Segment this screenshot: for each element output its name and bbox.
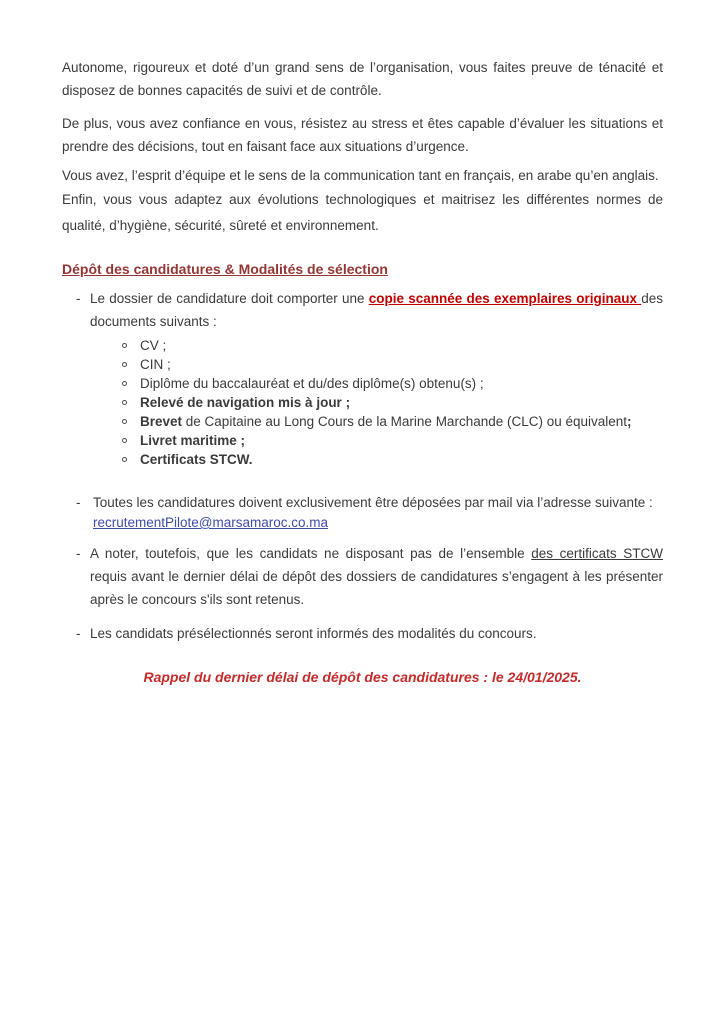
dash-bullet: - [76, 495, 81, 510]
section-heading: Dépôt des candidatures & Modalités de sélection [62, 261, 388, 277]
circle-bullet-icon [122, 438, 127, 443]
circle-bullet-icon [122, 381, 127, 386]
list-item-mail [62, 493, 663, 533]
intro-paragraph-1: Autonome, rigoureux et doté d’un grand sens de l’organisation, vous faites preuve de ténacité et disposez de bonnes capacités de suivi et de contrôle. [62, 60, 663, 98]
document-label: CV ; [140, 338, 167, 353]
list-item-final-text: Les candidats présélectionnés seront informés des modalités du concours. [90, 626, 537, 641]
list-item-certificats [121, 450, 663, 469]
document-label-body: de Capitaine au Long Cours de la Marine Marchande (CLC) ou équivalent [182, 414, 628, 429]
circle-bullet-icon [122, 400, 127, 405]
mail-instruction: Toutes les candidatures doivent exclusivement être déposées par mail via l’adresse suivante : [93, 495, 653, 510]
highlight-copie-scannee: copie scannée des exemplaires originaux [368, 291, 642, 306]
dash-bullet: - [76, 291, 81, 306]
document-label-tail: ; [627, 414, 632, 429]
list-item-releve [121, 393, 663, 412]
list-item-cv [121, 336, 663, 355]
deadline-reminder: Rappel du dernier délai de dépôt des candidatures : le 24/01/2025. [143, 669, 582, 685]
dossier-text-post: des documents suivants : [90, 291, 663, 329]
note-text-post: requis avant le dernier délai de dépôt des dossiers de candidatures s’engagent à les présenter après le concours s'ils sont retenus. [90, 569, 663, 607]
list-item-livret [121, 431, 663, 450]
list-item-brevet [121, 412, 663, 431]
dossier-text-pre: Le dossier de candidature doit comporter une [90, 291, 369, 306]
document-label: Certificats STCW. [140, 452, 253, 467]
recruitment-email-link[interactable]: recrutementPilote@marsamaroc.co.ma [93, 515, 329, 530]
list-item-cin [121, 355, 663, 374]
intro-paragraph-3: Vous avez, l’esprit d’équipe et le sens de la communication tant en français, en arabe qu’en anglais. [62, 168, 659, 183]
circle-bullet-icon [122, 362, 127, 367]
note-text-pre: A noter, toutefois, que les candidats ne disposant pas de l’ensemble [90, 546, 532, 561]
list-item-final [62, 622, 663, 645]
list-item-note-text [90, 542, 663, 611]
list-item-diplome [121, 374, 663, 393]
note-certificats-stcw: des certificats STCW [531, 546, 663, 561]
document-label: Relevé de navigation mis à jour ; [140, 395, 351, 410]
circle-bullet-icon [122, 343, 127, 348]
list-item-dossier [62, 287, 663, 333]
list-item-note [62, 542, 663, 611]
document-label: Diplôme du baccalauréat et du/des diplôme(s) obtenu(s) ; [140, 376, 484, 391]
list-item-dossier-text [90, 287, 663, 333]
document-label: CIN ; [140, 357, 171, 372]
intro-paragraph-4: Enfin, vous vous adaptez aux évolutions technologiques et maitrisez les différentes normes de qualité, d’hygiène, sécurité, sûreté et environnement. [62, 192, 663, 233]
dash-bullet: - [76, 546, 81, 561]
document-label-lead: Brevet [140, 414, 183, 429]
circle-bullet-icon [122, 457, 127, 462]
document-label: Livret maritime ; [140, 433, 246, 448]
dash-bullet: - [76, 626, 81, 641]
intro-paragraph-2: De plus, vous avez confiance en vous, résistez au stress et êtes capable d’évaluer les situations et prendre des décisions, tout en faisant face aux situations d’urgence. [62, 116, 663, 154]
documents-list [62, 336, 663, 469]
circle-bullet-icon [122, 419, 127, 424]
list-item-mail-text [90, 493, 663, 533]
